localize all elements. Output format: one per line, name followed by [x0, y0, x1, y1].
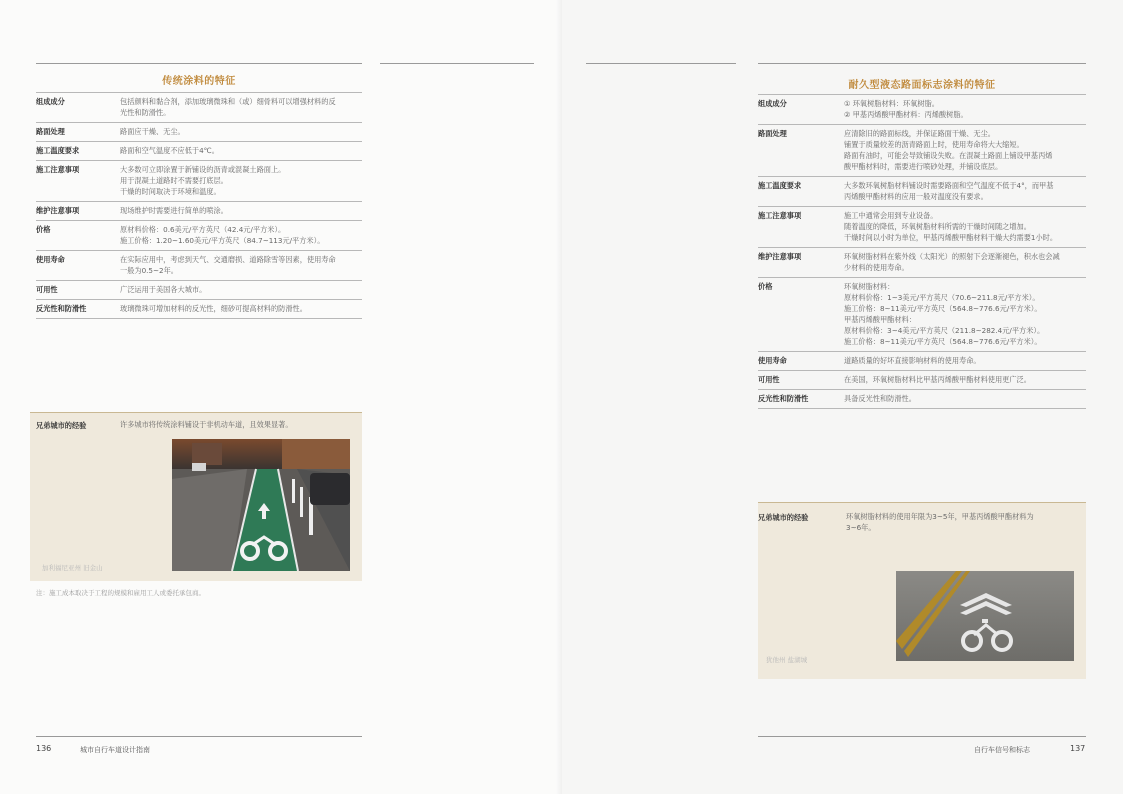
row-value-line: 原材料价格：0.6美元/平方英尺（42.4元/平方米）。 [120, 225, 286, 234]
experience-text-line: 环氧树脂材料的使用年限为3~5年，甲基丙烯酸甲酯材料为 [846, 512, 1034, 521]
row-label: 使用寿命 [758, 356, 787, 365]
table-row [36, 300, 362, 319]
running-footer: 自行车信号和标志 [974, 746, 1030, 754]
row-value-line: 用于混凝土道路时不需要打底层。 [120, 176, 228, 185]
row-value-line: 少材料的使用寿命。 [844, 263, 909, 272]
row-label: 维护注意事项 [758, 252, 802, 261]
footer-rule [36, 736, 362, 737]
row-value-line: 在美国，环氧树脂材料比甲基丙烯酸甲酯材料使用更广泛。 [844, 375, 1031, 384]
row-value-line: 在实际应用中，考虑到天气、交通磨损、道路除雪等因素，使用寿命 [120, 255, 336, 264]
green-bike-lane-image [172, 439, 350, 571]
row-value [120, 281, 362, 299]
row-value-line: 道路质量的好坏直接影响材料的使用寿命。 [844, 356, 981, 365]
row-value [844, 352, 1086, 370]
row-value-line: 大多数可立即涂置于新铺设的沥青或混凝土路面上。 [120, 165, 286, 174]
table-row [758, 95, 1086, 125]
row-label: 组成成分 [758, 99, 787, 108]
row-value-line: ① 环氧树脂材料：环氧树脂。 [844, 99, 939, 108]
row-value [844, 177, 1086, 206]
row-value-line: 具备反光性和防滑性。 [844, 394, 916, 403]
row-value-line: 施工价格：8~11美元/平方英尺（564.8~776.6元/平方米）。 [844, 304, 1042, 313]
page-number: 136 [36, 744, 52, 753]
top-rule [36, 63, 362, 64]
running-footer: 城市自行车道设计指南 [80, 746, 150, 754]
row-value [844, 125, 1086, 176]
row-value-line: 干燥时间以小时为单位，甲基丙烯酸甲酯材料干燥大约需要1小时。 [844, 233, 1058, 242]
row-value [120, 142, 362, 160]
footer-rule [758, 736, 1086, 737]
table-row [36, 161, 362, 202]
row-value-line: 干燥的时间取决于环境和温度。 [120, 187, 221, 196]
row-value-line: 丙烯酸甲酯材料的应用一般对温度没有要求。 [844, 192, 988, 201]
table-row [758, 125, 1086, 177]
row-value-line: 随着温度的降低，环氧树脂材料所需的干燥时间随之增加。 [844, 222, 1031, 231]
row-value [844, 95, 1086, 124]
row-value-line: 甲基丙烯酸甲酯材料： [844, 315, 916, 324]
row-value-line: 施工价格：8~11美元/平方英尺（564.8~776.6元/平方米）。 [844, 337, 1042, 346]
row-value-line: 原材料价格：3~4美元/平方英尺（211.8~282.4元/平方米）。 [844, 326, 1045, 335]
row-label: 施工注意事项 [758, 211, 802, 220]
row-value-line: 施工中通常会用到专业设备。 [844, 211, 938, 220]
row-value-line: 广泛运用于美国各大城市。 [120, 285, 207, 294]
row-label: 路面处理 [36, 127, 65, 136]
row-value [120, 161, 362, 201]
table-row [758, 371, 1086, 390]
row-value [120, 202, 362, 220]
photo-caption: 加利福尼亚州 旧金山 [42, 564, 103, 572]
row-value-line: 环氧树脂材料： [844, 282, 895, 291]
top-rule [758, 63, 1086, 64]
photo-caption: 犹他州 盐湖城 [766, 656, 808, 664]
row-value [844, 248, 1086, 277]
row-label: 施工注意事项 [36, 165, 80, 174]
row-value-line: 包括颜料和黏合剂，添加玻璃微珠和（或）细骨料可以增强材料的反 [120, 97, 336, 106]
row-value [120, 300, 362, 318]
row-label: 可用性 [36, 285, 58, 294]
sharrow-photo [896, 571, 1074, 661]
table-row [758, 207, 1086, 248]
experience-text: 许多城市将传统涂料铺设于非机动车道，且效果显著。 [120, 420, 293, 429]
row-value-line: 现场维护时需要进行简单的喷涂。 [120, 206, 228, 215]
experience-label: 兄弟城市的经验 [36, 421, 87, 430]
row-value [844, 390, 1086, 408]
experience-text [846, 511, 1034, 533]
row-value [120, 221, 362, 250]
row-value-line: 原材料价格：1~3美元/平方英尺（70.6~211.8元/平方米）。 [844, 293, 1040, 302]
table-row [758, 248, 1086, 278]
top-rule-short [380, 63, 534, 64]
feature-table [36, 92, 362, 319]
row-value-line: 路面有油时，可能会导致铺设失败。在混凝土路面上铺设甲基丙烯 [844, 151, 1053, 160]
row-value-line: 路面应干燥、无尘。 [120, 127, 185, 136]
experience-label: 兄弟城市的经验 [758, 513, 809, 522]
row-value-line: 玻璃微珠可增加材料的反光性，细砂可提高材料的防滑性。 [120, 304, 307, 313]
row-label: 反光性和防滑性 [36, 304, 87, 313]
row-value-line: 光性和防滑性。 [120, 108, 171, 117]
sharrow-road-image [896, 571, 1074, 661]
row-label: 路面处理 [758, 129, 787, 138]
table-row [36, 281, 362, 300]
table-row [36, 142, 362, 161]
table-row [758, 278, 1086, 352]
row-label: 组成成分 [36, 97, 65, 106]
row-value [844, 207, 1086, 247]
row-value [120, 93, 362, 122]
row-value-line: 应清除旧的路面标线，并保证路面干燥、无尘。 [844, 129, 995, 138]
row-label: 反光性和防滑性 [758, 394, 809, 403]
table-row [758, 352, 1086, 371]
bike-lane-photo [172, 439, 350, 571]
row-label: 使用寿命 [36, 255, 65, 264]
row-value-line: 大多数环氧树脂材料铺设时需要路面和空气温度不低于4°，而甲基 [844, 181, 1054, 190]
row-value [844, 278, 1086, 351]
footnote: 注：施工成本取决于工程的规模和雇用工人或委托承包商。 [36, 589, 205, 597]
table-row [36, 221, 362, 251]
row-value-line: 路面和空气温度不应低于4℃。 [120, 146, 219, 155]
row-label: 维护注意事项 [36, 206, 80, 215]
row-label: 施工温度要求 [758, 181, 802, 190]
table-row [36, 93, 362, 123]
row-value-line: 施工价格：1.20~1.60美元/平方英尺（84.7~113元/平方米）。 [120, 236, 325, 245]
table-row [36, 251, 362, 281]
table-row [758, 177, 1086, 207]
row-label: 施工温度要求 [36, 146, 80, 155]
table-title: 耐久型液态路面标志涂料的特征 [848, 80, 996, 91]
row-label: 可用性 [758, 375, 780, 384]
row-value-line: 一般为0.5~2年。 [120, 266, 178, 275]
row-label: 价格 [758, 282, 773, 291]
row-value-line: 环氧树脂材料在紫外线（太阳光）的照射下会逐渐褪色，积水也会减 [844, 252, 1060, 261]
experience-box [30, 412, 362, 581]
right-page [562, 0, 1123, 794]
table-row [36, 123, 362, 142]
experience-box [758, 502, 1086, 679]
table-row [758, 390, 1086, 409]
feature-table [758, 94, 1086, 409]
row-value [844, 371, 1086, 389]
row-value [120, 123, 362, 141]
table-row [36, 202, 362, 221]
experience-text-line: 3~6年。 [846, 523, 876, 532]
row-label: 价格 [36, 225, 51, 234]
row-value [120, 251, 362, 280]
page-number: 137 [1070, 744, 1086, 753]
top-rule-short [586, 63, 736, 64]
row-value-line: 铺置于质量较差的沥青路面上时，使用寿命将大大缩短。 [844, 140, 1024, 149]
row-value-line: 酸甲酯材料时，需要进行喷砂处理，并铺设底层。 [844, 162, 1003, 171]
table-title: 传统涂料的特征 [162, 76, 236, 87]
row-value-line: ② 甲基丙烯酸甲酯材料：丙烯酸树脂。 [844, 110, 968, 119]
